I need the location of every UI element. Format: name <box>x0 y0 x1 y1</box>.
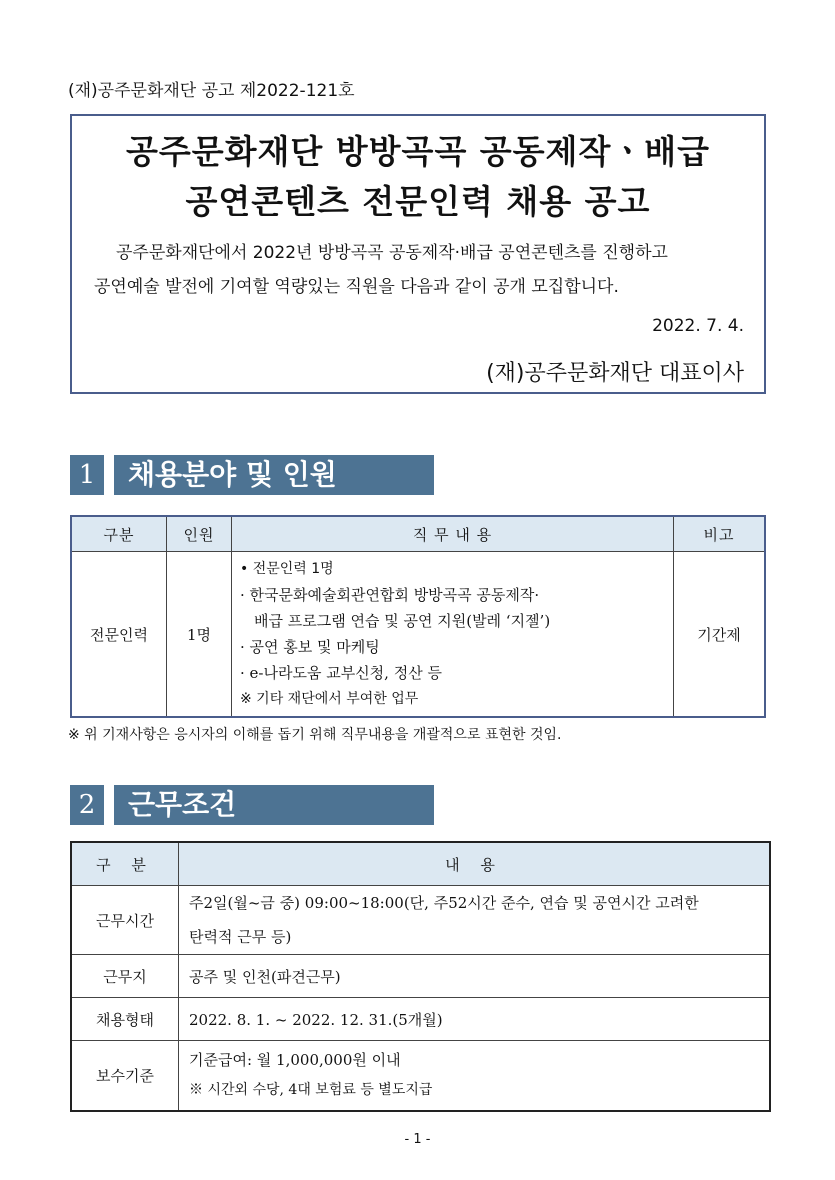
row-label: 근무지 <box>71 955 179 998</box>
conditions-table <box>70 841 771 1112</box>
organization-signature: (재)공주문화재단 대표이사 <box>486 361 744 386</box>
row-label: 근무시간 <box>71 886 179 955</box>
section-1-footnote: ※ 위 기재사항은 응시자의 이해를 돕기 위해 직무내용을 개괄적으로 표현한 것임. <box>68 727 562 743</box>
table-row <box>71 998 770 1041</box>
announcement-date: 2022. 7. 4. <box>652 316 744 336</box>
duty-item: · 한국문화예술회관연합회 방방곡곡 공동제작· <box>240 586 540 604</box>
row-content: 공주 및 인천(파견근무) <box>179 955 771 998</box>
table-row <box>71 1041 770 1111</box>
table-row <box>71 552 765 718</box>
header-note: 비고 <box>674 516 766 552</box>
header-category: 구 분 <box>71 842 179 886</box>
row-content-line: 기준급여: 월 1,000,000원 이내 <box>189 1051 401 1070</box>
title-line-2: 공연콘텐츠 전문인력 채용 공고 <box>185 182 651 221</box>
duty-item: · 공연 홍보 및 마케팅 <box>240 638 380 656</box>
row-count: 1명 <box>167 552 232 718</box>
notice-number: (재)공주문화재단 공고 제2022-121호 <box>68 81 355 101</box>
intro-line-1: 공주문화재단에서 2022년 방방곡곡 공동제작·배급 공연콘텐츠를 진행하고 <box>116 243 668 263</box>
recruitment-table <box>70 515 766 718</box>
header-category: 구분 <box>71 516 167 552</box>
section-1-heading: 채용분야 및 인원 <box>114 455 434 495</box>
duty-item: • 전문인력 1명 <box>240 561 334 577</box>
duty-item: 배급 프로그램 연습 및 공연 지원(발레 ‘지젤’) <box>254 612 551 630</box>
row-duties <box>232 552 674 718</box>
header-count: 인원 <box>167 516 232 552</box>
row-content <box>179 886 771 955</box>
title-box <box>70 114 766 394</box>
row-category: 전문인력 <box>71 552 167 718</box>
section-2-heading: 근무조건 <box>114 785 434 825</box>
header-content: 내 용 <box>179 842 771 886</box>
table-row <box>71 955 770 998</box>
section-1-number: 1 <box>70 455 104 495</box>
duty-item: ※ 기타 재단에서 부여한 업무 <box>240 691 419 707</box>
page-number: - 1 - <box>404 1132 431 1147</box>
intro-line-2: 공연예술 발전에 기여할 역량있는 직원을 다음과 같이 공개 모집합니다. <box>94 277 619 297</box>
header-duties: 직 무 내 용 <box>232 516 674 552</box>
row-content-line: 주2일(월~금 중) 09:00~18:00(단, 주52시간 준수, 연습 및 공연시간 고려한 <box>189 894 699 912</box>
title-line-1: 공주문화재단 방방곡곡 공동제작ㆍ배급 <box>126 132 710 171</box>
table-row <box>71 886 770 955</box>
row-label: 채용형태 <box>71 998 179 1041</box>
row-content-line: 탄력적 근무 등) <box>189 928 292 946</box>
section-2-number: 2 <box>70 785 104 825</box>
row-content-line: ※ 시간외 수당, 4대 보험료 등 별도지급 <box>189 1082 433 1099</box>
row-content: 2022. 8. 1. ~ 2022. 12. 31.(5개월) <box>179 998 771 1041</box>
row-content <box>179 1041 771 1111</box>
duty-item: · e-나라도움 교부신청, 정산 등 <box>240 664 442 682</box>
row-note: 기간제 <box>674 552 766 718</box>
row-label: 보수기준 <box>71 1041 179 1111</box>
table-header-row <box>71 842 770 886</box>
table-header-row <box>71 516 765 552</box>
